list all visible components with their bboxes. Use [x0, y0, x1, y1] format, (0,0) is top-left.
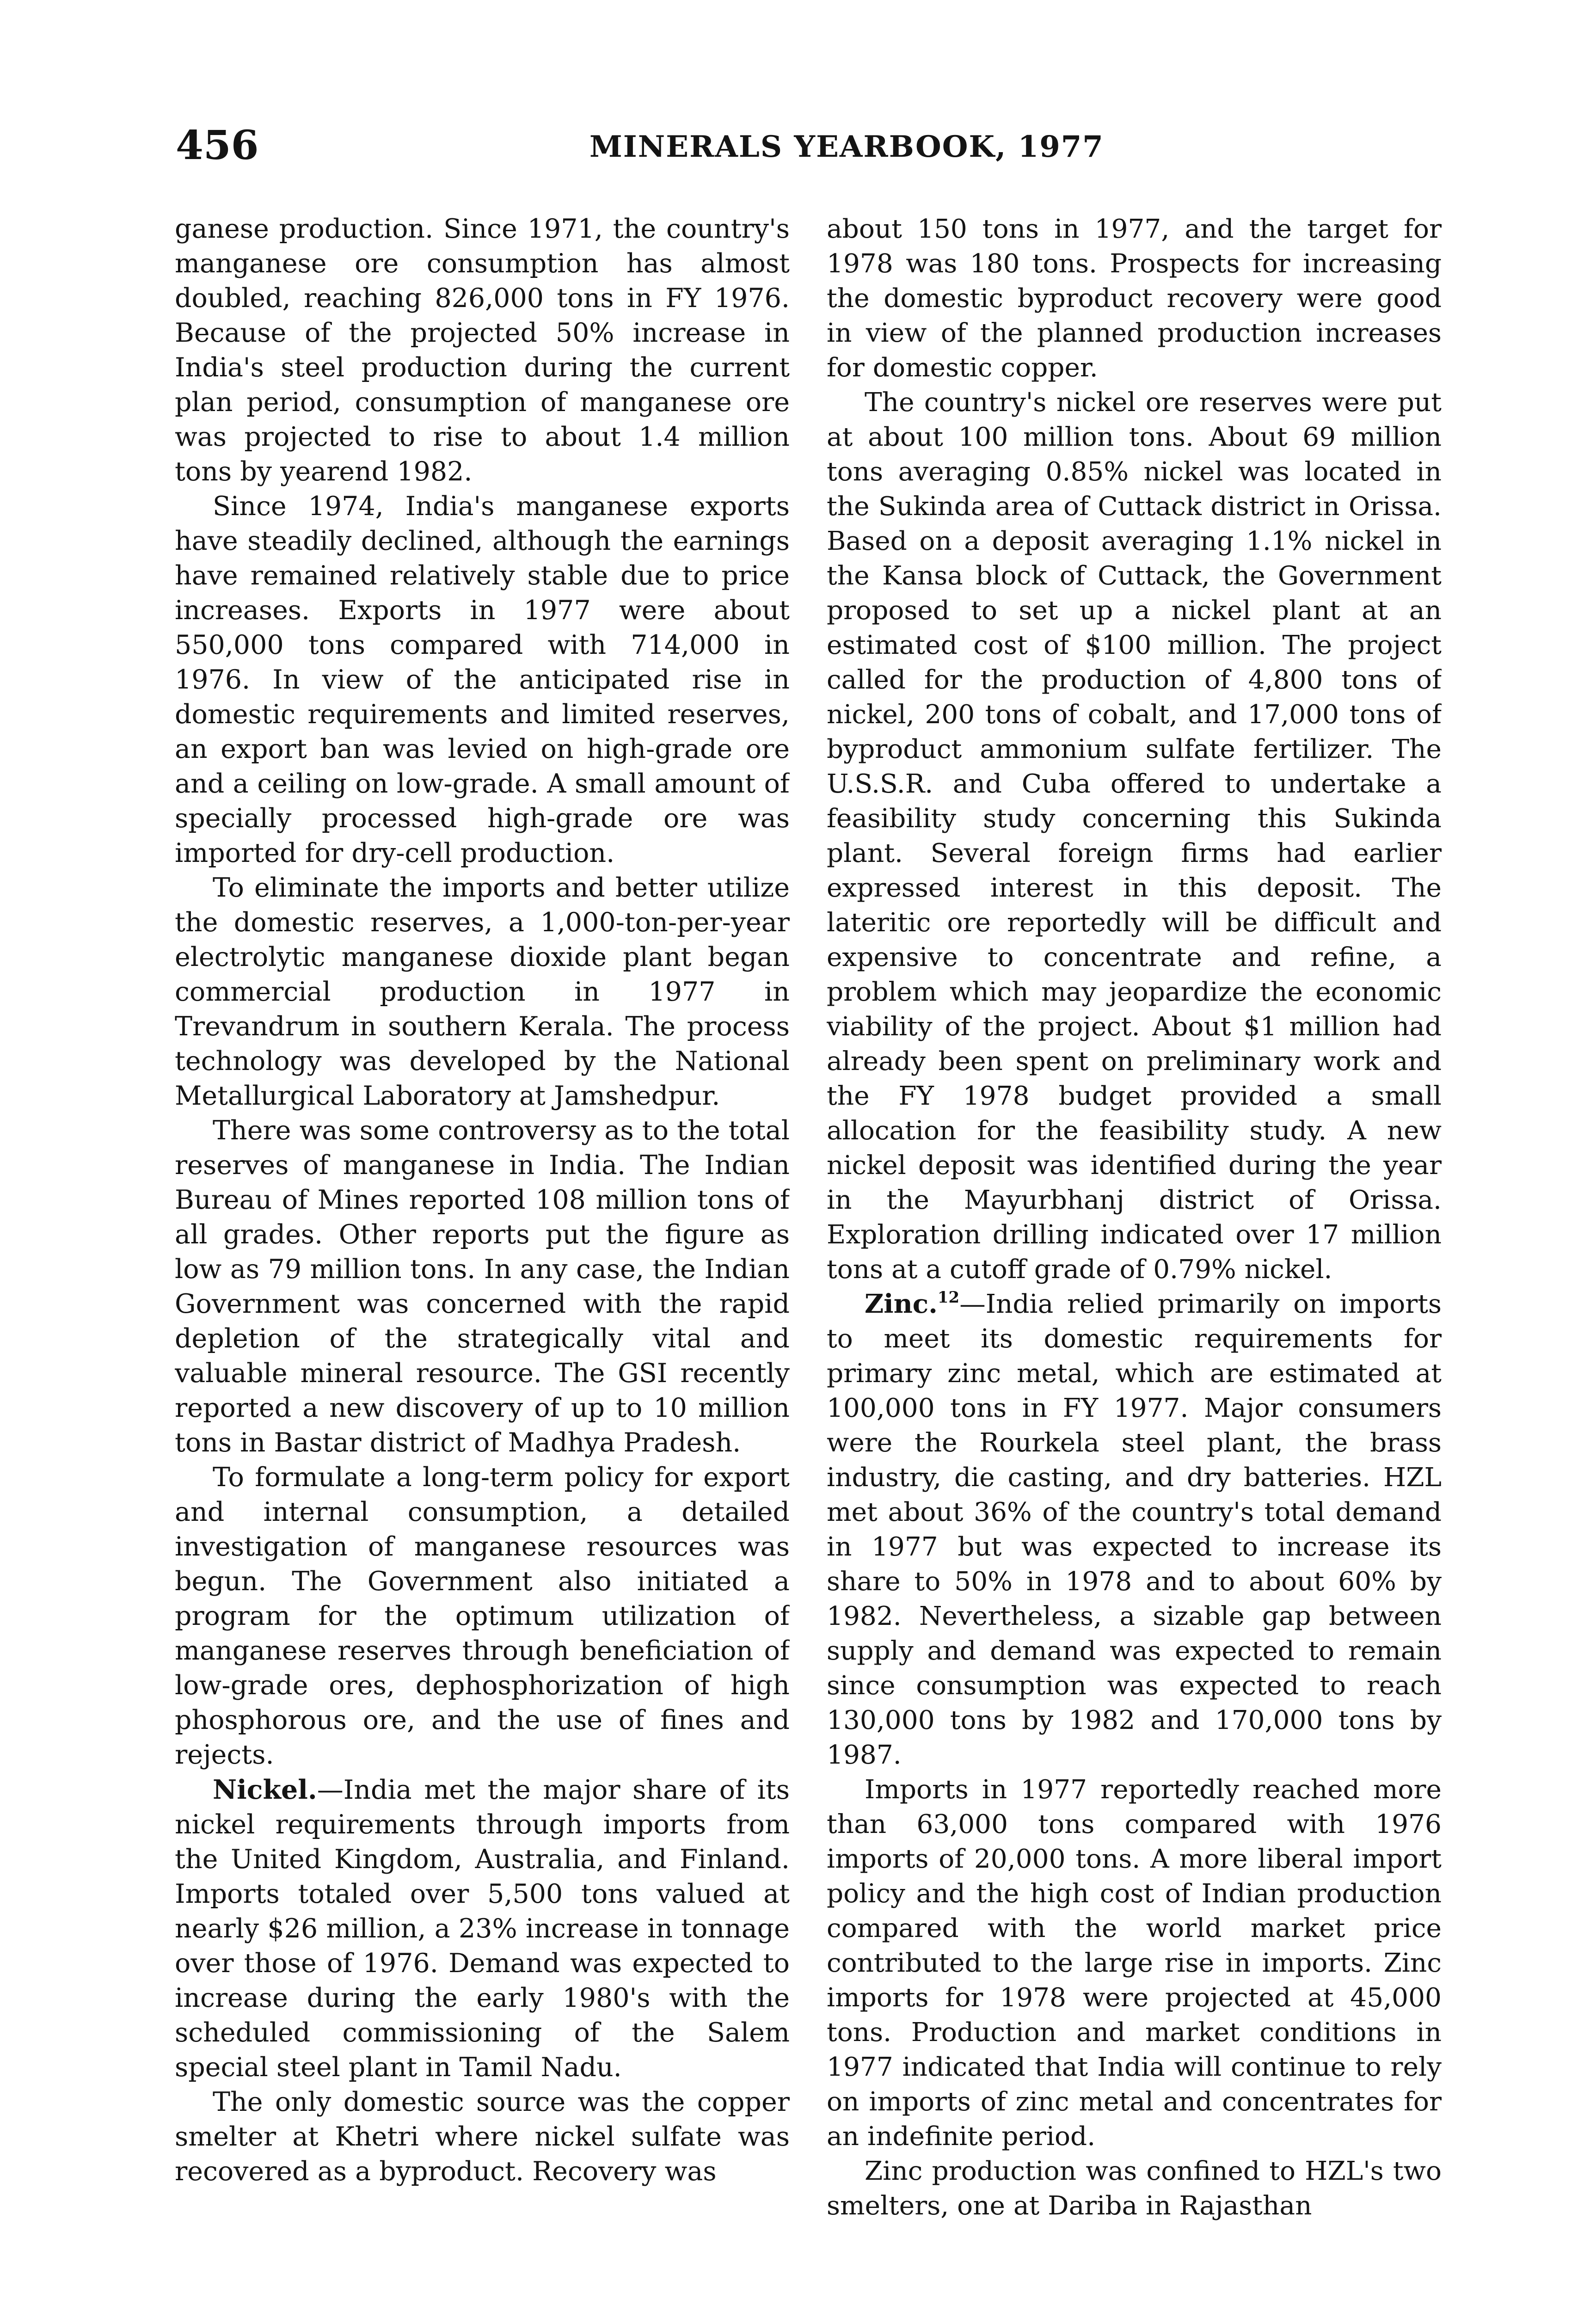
paragraph-nickel-recovery: about 150 tons in 1977, and the target for 1978 was 180 tons. Prospects for increasing the domestic byproduct recovery were good in view of the planned production increases for domestic copper. [827, 214, 1442, 383]
paragraph-zinc [827, 1287, 1442, 1772]
nickel-heading: Nickel. [213, 1774, 317, 1805]
running-title: MINERALS YEARBOOK, 1977 [589, 129, 1104, 164]
paragraph-manganese-exports: Since 1974, India's manganese exports have steadily declined, although the earnings have remained relatively stable due to price increases. Exports in 1977 were about 550,000 tons compared with 714,000 in 1976. In view of the anticipated rise in domestic requirements and limited reserves, an export ban was levied on high-grade ore and a ceiling on low-grade. A small amount of specially processed high-grade ore was imported for dry-cell production. [175, 491, 790, 868]
paragraph-nickel-domestic-source: The only domestic source was the copper smelter at Khetri where nickel sulfate was recovered as a byproduct. Recovery was [175, 2087, 790, 2187]
paragraph-nickel-reserves: The country's nickel ore reserves were put at about 100 million tons. About 69 million tons averaging 0.85% nickel was located in the Sukinda area of Cuttack district in Orissa. Based on a deposit averaging 1.1% nickel in the Kansa block of Cuttack, the Government proposed to set up a nickel plant at an estimated cost of $100 million. The project called for the production of 4,800 tons of nickel, 200 tons of cobalt, and 17,000 tons of byproduct ammonium sulfate fertilizer. The U.S.S.R. and Cuba offered to undertake a feasibility study concerning this Sukinda plant. Several foreign firms had earlier expressed interest in this deposit. The lateritic ore reportedly will be difficult and expensive to concentrate and refine, a problem which may jeopardize the economic viability of the project. About $1 million had already been spent on preliminary work and the FY 1978 budget provided a small allocation for the feasibility study. A new nickel deposit was identified during the year in the Mayurbhanj district of Orissa. Exploration drilling indicated over 17 million tons at a cutoff grade of 0.79% nickel. [827, 387, 1442, 1285]
nickel-text: —India met the major share of its nickel requirements through imports from the United Kingdom, Australia, and Finland. Imports totaled over 5,500 tons valued at nearly $26 million, a 23% increase in tonnage over those of 1976. Demand was expected to increase during the early 1980's with the scheduled commissioning of the Salem special steel plant in Tamil Nadu. [175, 1775, 790, 2083]
paragraph-zinc-imports: Imports in 1977 reportedly reached more than 63,000 tons compared with 1976 imports of 20,000 tons. A more liberal import policy and the high cost of Indian production compared with the world market price contributed to the large rise in imports. Zinc imports for 1978 were projected at 45,000 tons. Production and market conditions in 1977 indicated that India will continue to rely on imports of zinc metal and concentrates for an indefinite period. [827, 1775, 1442, 2152]
paragraph-manganese-policy: To formulate a long-term policy for export and internal consumption, a detailed investigation of manganese resources was begun. The Government also initiated a program for the optimum utilization of manganese reserves through beneficiation of low-grade ores, dephosphorization of high phosphorous ore, and the use of fines and rejects. [175, 1462, 790, 1770]
page-number: 456 [176, 122, 259, 169]
right-column [827, 212, 1442, 2312]
paragraph-manganese-reserves: There was some controversy as to the total reserves of manganese in India. The Indian Bureau of Mines reported 108 million tons of all grades. Other reports put the figure as low as 79 million tons. In any case, the Indian Government was concerned with the rapid depletion of the strategically vital and valuable mineral resource. The GSI recently reported a new discovery of up to 10 million tons in Bastar district of Madhya Pradesh. [175, 1115, 790, 1458]
left-column [175, 212, 790, 2312]
paragraph-nickel [175, 1772, 790, 2085]
paragraph-zinc-production: Zinc production was confined to HZL's two smelters, one at Dariba in Rajasthan [827, 2156, 1442, 2221]
zinc-heading: Zinc. [865, 1289, 938, 1319]
paragraph-manganese-dioxide-plant: To eliminate the imports and better utilize the domestic reserves, a 1,000-ton-per-year electrolytic manganese dioxide plant began commercial production in 1977 in Trevandrum in southern Kerala. The process technology was developed by the National Metallurgical Laboratory at Jamshedpur. [175, 873, 790, 1111]
zinc-text: —India relied primarily on imports to meet its domestic requirements for primary zinc metal, which are estimated at 100,000 tons in FY 1977. Major consumers were the Rourkela steel plant, the brass industry, die casting, and dry batteries. HZL met about 36% of the country's total demand in 1977 but was expected to increase its share to 50% in 1978 and to about 60% by 1982. Nevertheless, a sizable gap between supply and demand was expected to remain since consumption was expected to reach 130,000 tons by 1982 and 170,000 tons by 1987. [827, 1289, 1442, 1770]
paragraph-manganese-consumption: ganese production. Since 1971, the country's manganese ore consumption has almost doubled, reaching 826,000 tons in FY 1976. Because of the projected 50% increase in India's steel production during the current plan period, consumption of manganese ore was projected to rise to about 1.4 million tons by yearend 1982. [175, 214, 790, 487]
footnote-reference: 12 [937, 1288, 960, 1307]
